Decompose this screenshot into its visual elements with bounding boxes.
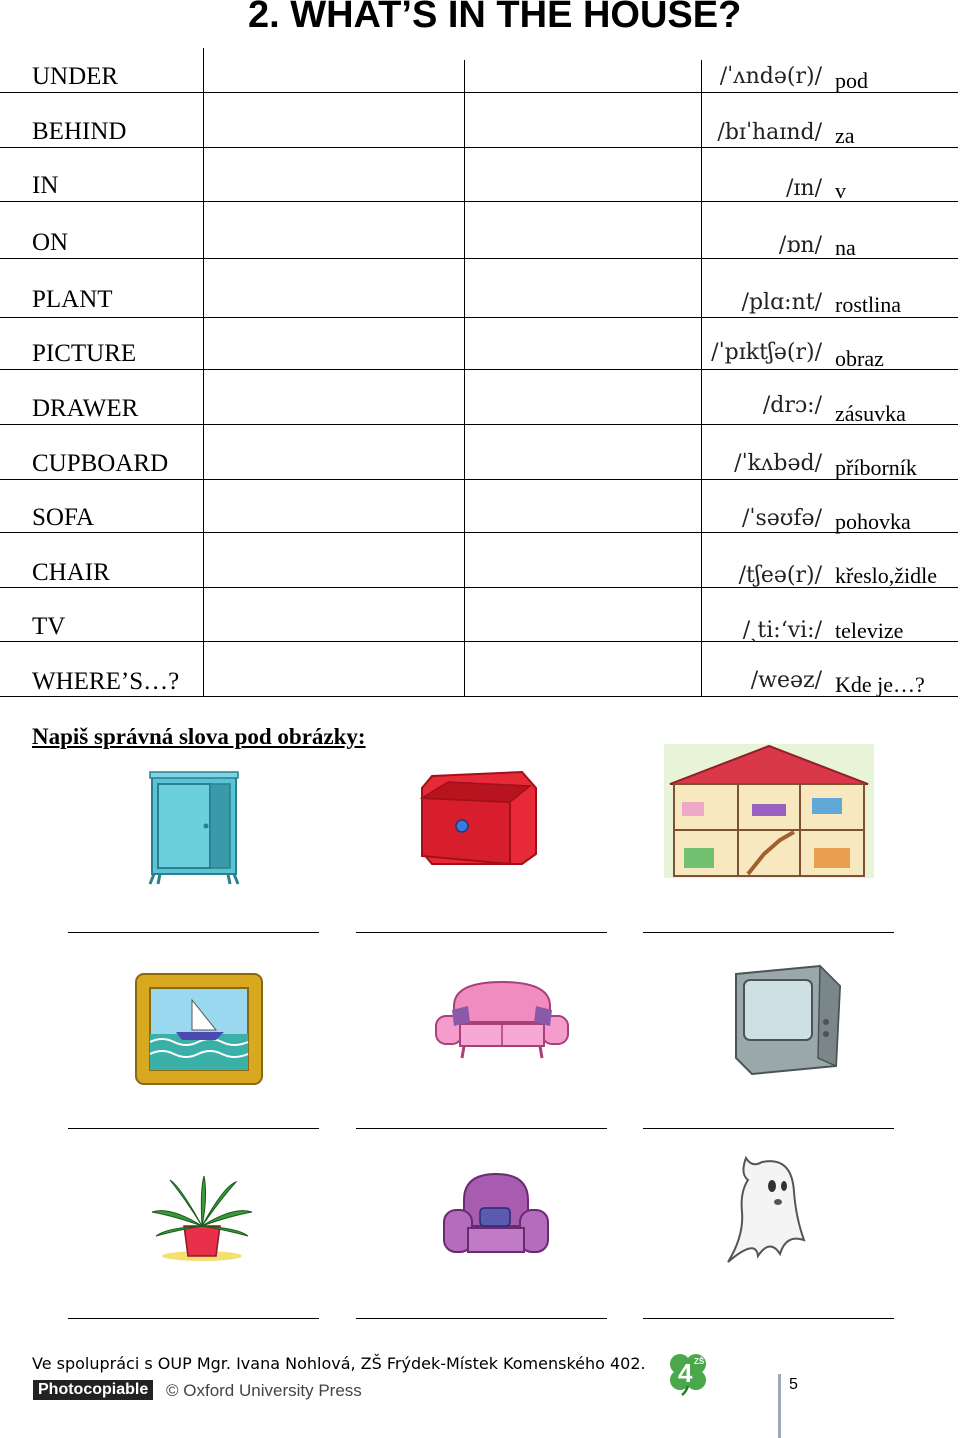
vocab-translation: Kde je…? bbox=[835, 672, 925, 697]
drawer-icon bbox=[418, 768, 540, 868]
vocab-ipa: /ˈsəʊfə/ bbox=[742, 506, 822, 531]
table-rule bbox=[0, 479, 958, 480]
footer-credit: Ve spolupráci s OUP Mgr. Ivana Nohlová, ZŠ Frýdek-Místek Komenského 402. bbox=[32, 1354, 646, 1373]
vocab-ipa: /ˈpɪktʃə(r)/ bbox=[711, 340, 822, 365]
vocab-translation: za bbox=[835, 123, 855, 148]
vocab-translation: pohovka bbox=[835, 509, 911, 534]
publisher-notice: © Oxford University Press bbox=[166, 1381, 362, 1400]
table-rule bbox=[0, 92, 958, 93]
vocab-ipa: /tʃeə(r)/ bbox=[738, 563, 822, 588]
table-divider bbox=[464, 60, 465, 696]
vocab-word: SOFA bbox=[32, 504, 95, 531]
vocab-translation: na bbox=[835, 235, 856, 260]
table-rule bbox=[0, 696, 958, 697]
table-divider bbox=[701, 60, 702, 696]
vocab-word: CHAIR bbox=[32, 559, 110, 586]
vocab-ipa: /ˏti:ʻvi:/ bbox=[742, 618, 822, 643]
answer-line[interactable] bbox=[68, 1128, 319, 1129]
vocab-word: UNDER bbox=[32, 63, 119, 90]
vocab-word: PICTURE bbox=[32, 340, 137, 367]
vocab-word: CUPBOARD bbox=[32, 450, 169, 477]
exercise-instruction: Napiš správná slova pod obrázky: bbox=[32, 724, 366, 749]
picture-icon bbox=[132, 970, 266, 1088]
answer-line[interactable] bbox=[643, 932, 894, 933]
vocab-ipa: /ɒn/ bbox=[778, 233, 822, 258]
vocab-translation: pod bbox=[835, 68, 868, 93]
table-rule bbox=[0, 258, 958, 259]
table-rule bbox=[0, 369, 958, 370]
page-number-bar bbox=[778, 1374, 781, 1438]
answer-line[interactable] bbox=[643, 1318, 894, 1319]
vocab-word: ON bbox=[32, 229, 69, 256]
vocab-word: IN bbox=[32, 172, 59, 199]
cupboard-icon bbox=[146, 770, 242, 888]
answer-line[interactable] bbox=[356, 932, 607, 933]
vocab-ipa: /ɪn/ bbox=[785, 176, 822, 201]
vocab-translation: rostlina bbox=[835, 292, 901, 317]
ghost-icon bbox=[722, 1152, 812, 1270]
vocab-ipa: /bɪˈhaɪnd/ bbox=[717, 120, 822, 145]
vocab-word: DRAWER bbox=[32, 395, 139, 422]
house-icon bbox=[664, 744, 874, 878]
vocab-ipa: /plɑ:nt/ bbox=[741, 290, 822, 315]
table-rule bbox=[0, 147, 958, 148]
vocab-translation: televize bbox=[835, 618, 904, 643]
answer-line[interactable] bbox=[356, 1318, 607, 1319]
page-title: 2. WHAT’S IN THE HOUSE? bbox=[248, 0, 742, 36]
answer-line[interactable] bbox=[356, 1128, 607, 1129]
vocab-word: BEHIND bbox=[32, 118, 127, 145]
answer-line[interactable] bbox=[643, 1128, 894, 1129]
table-rule bbox=[0, 201, 958, 202]
answer-line[interactable] bbox=[68, 932, 319, 933]
page-number: 5 bbox=[789, 1376, 798, 1393]
vocab-ipa: /ˈʌndə(r)/ bbox=[719, 64, 822, 89]
plant-icon bbox=[150, 1176, 254, 1262]
answer-line[interactable] bbox=[68, 1318, 319, 1319]
table-rule bbox=[0, 317, 958, 318]
vocab-ipa: /weəz/ bbox=[750, 668, 822, 693]
vocab-ipa: /drɔ:/ bbox=[762, 393, 822, 418]
armchair-icon bbox=[440, 1170, 550, 1268]
vocab-word: WHERE’S…? bbox=[32, 668, 180, 695]
table-rule bbox=[0, 532, 958, 533]
vocab-translation: zásuvka bbox=[835, 401, 906, 426]
sofa-icon bbox=[432, 976, 572, 1062]
vocab-word: TV bbox=[32, 613, 66, 640]
vocab-word: PLANT bbox=[32, 286, 113, 313]
tv-icon bbox=[732, 962, 844, 1078]
table-divider bbox=[203, 48, 204, 696]
vocab-translation: obraz bbox=[835, 346, 884, 371]
table-rule bbox=[0, 424, 958, 425]
photocopiable-badge: Photocopiable bbox=[33, 1380, 153, 1400]
vocab-translation: křeslo,židle bbox=[835, 563, 938, 588]
vocab-ipa: /ˈkʌbəd/ bbox=[734, 451, 822, 476]
logo-number: 4 bbox=[678, 1358, 693, 1388]
vocab-translation: v bbox=[835, 178, 846, 203]
vocab-translation: příborník bbox=[835, 455, 917, 480]
school-logo-icon bbox=[664, 1350, 712, 1396]
logo-text: ZŠ bbox=[694, 1357, 705, 1366]
